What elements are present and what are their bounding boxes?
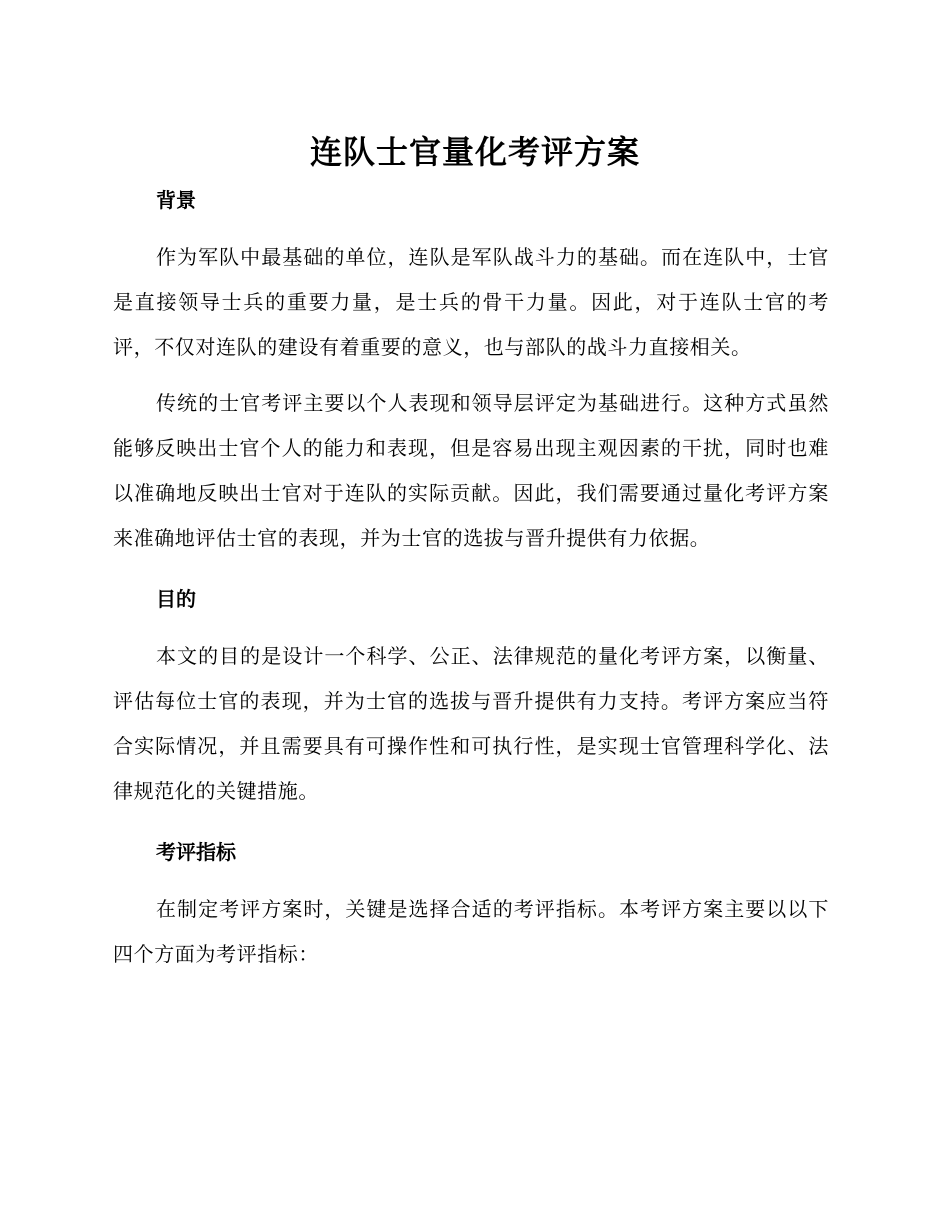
section-heading-indicators: 考评指标 [156, 840, 236, 864]
section-heading-purpose: 目的 [156, 587, 196, 611]
paragraph-background-1: 作为军队中最基础的单位，连队是军队战斗力的基础。而在连队中，士官是直接领导士兵的重要力量，是士兵的骨干力量。因此，对于连队士官的考评，不仅对连队的建设有着重要的意义，也与部队的战斗力直接相关。 [113, 245, 829, 359]
document-title: 连队士官量化考评方案 [309, 133, 640, 171]
document-body [113, 182, 829, 977]
paragraph-purpose: 本文的目的是设计一个科学、公正、法律规范的量化考评方案，以衡量、评估每位士官的表现，并为士官的选拔与晋升提供有力支持。考评方案应当符合实际情况，并且需要具有可操作性和可执行性，是实现士官管理科学化、法律规范化的关键措施。 [113, 644, 829, 803]
paragraph-indicators: 在制定考评方案时，关键是选择合适的考评指标。本考评方案主要以以下四个方面为考评指标： [113, 897, 829, 966]
paragraph-background-2: 传统的士官考评主要以个人表现和领导层评定为基础进行。这种方式虽然能够反映出士官个人的能力和表现，但是容易出现主观因素的干扰，同时也难以准确地反映出士官对于连队的实际贡献。因此，我们需要通过量化考评方案来准确地评估士官的表现，并为士官的选拔与晋升提供有力依据。 [113, 391, 829, 550]
section-heading-background: 背景 [156, 188, 196, 212]
